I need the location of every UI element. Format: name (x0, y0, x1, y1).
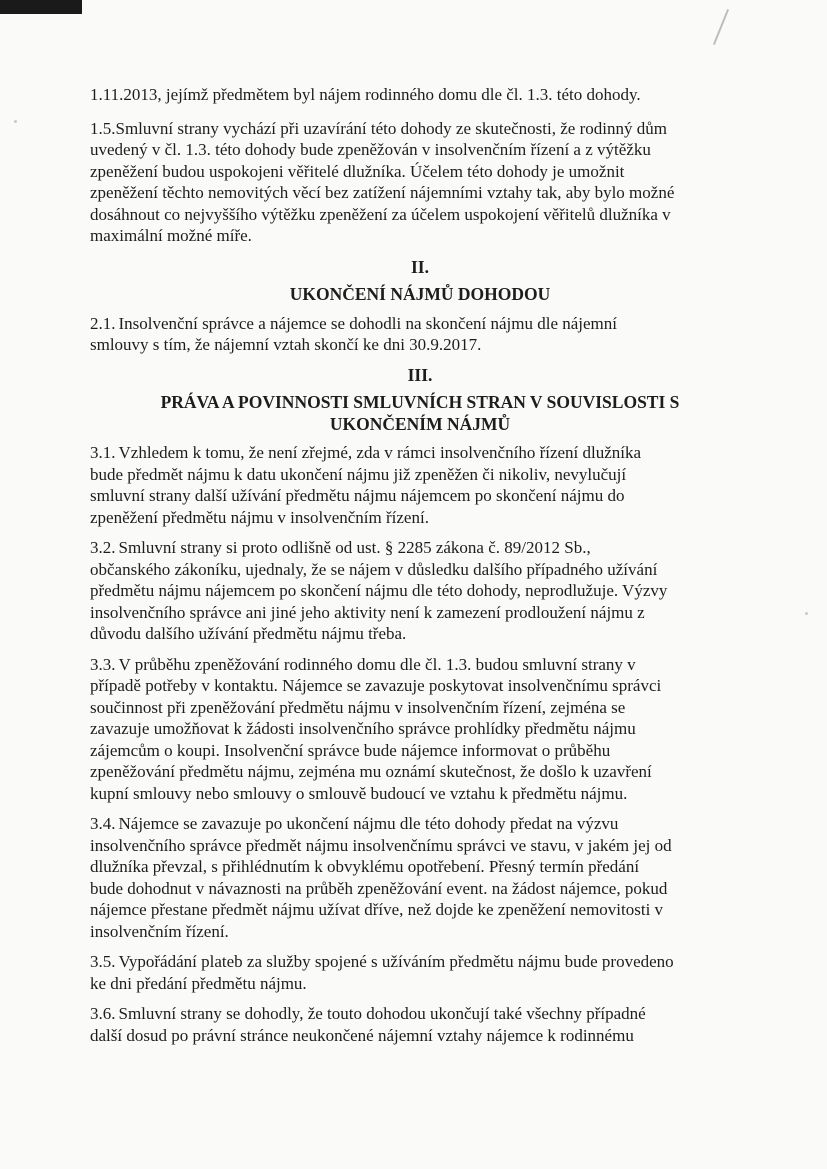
text-fragment: Smluvní strany si proto odlišně od ust. § 2285 zákona č. 89/2012 Sb., (118, 538, 591, 557)
text-line: zájemcům o koupi. Insolvenční správce bude nájemce informovat o průběhu (90, 740, 611, 760)
section-numeral: II. (411, 256, 429, 277)
text-line (90, 442, 750, 464)
text-line: občanského zákoníku, ujednaly, že se nájem v důsledku dalšího případného užívání (90, 559, 658, 579)
text-fragment: Vypořádání plateb za služby spojené s užíváním předmětu nájmu bude provedeno (118, 952, 674, 971)
scan-corner-mark (0, 0, 82, 14)
text-line: důvodu dalšího užívání předmětu nájmu třeba. (90, 624, 407, 643)
text-line: předmětu nájmu nájemcem po skončení nájmu dle této dohody, neprodlužuje. Výzvy (90, 581, 668, 600)
text-line: ke dni předání předmětu nájmu. (90, 973, 307, 993)
paragraph-number: 3.2. (90, 538, 116, 557)
text-fragment: Insolvenční správce a nájemce se dohodli na skončení nájmu dle nájemní (118, 313, 618, 333)
paragraph-3-4 (90, 813, 750, 942)
text-line: zpeněžení těchto nemovitých věcí bez zatížení nájemními vztahy tak, aby bylo možné (90, 183, 675, 202)
text-line: další dosud po právní stránce neukončené nájemní vztahy nájemce k rodinnému (90, 1025, 634, 1045)
section-numeral: III. (407, 364, 433, 385)
paragraph-3-2 (90, 537, 750, 645)
section-title: UKONČENÍ NÁJMŮ DOHODOU (289, 284, 551, 304)
paragraph-number: 3.6. (90, 1004, 116, 1023)
paragraph-3-5 (90, 951, 750, 994)
text-fragment: Vzhledem k tomu, že není zřejmé, zda v rámci insolvenčního řízení dlužníka (118, 443, 642, 462)
text-line: insolvenčního správce ani jiné jeho aktivity není k zamezení prodloužení nájmu z (90, 602, 645, 622)
section-2-heading (90, 257, 750, 306)
paragraph-number: 3.1. (90, 443, 116, 462)
text-line (90, 537, 750, 559)
section-title: UKONČENÍM NÁJMŮ (329, 413, 511, 434)
text-line: smluvní strany další užívání předmětu nájmu nájemcem po skončení nájmu do (90, 486, 625, 505)
text-line: insolvenčním řízení. (90, 921, 229, 941)
text-line: insolvenčního správce předmět nájmu insolvenčnímu správci ve stavu, v jakém jej od (90, 835, 672, 855)
text-line: bude dohodnut v návaznosti na průběh zpeněžování event. na žádost nájemce, pokud (90, 878, 668, 898)
text-line (90, 813, 750, 835)
text-line: nájemce přestane předmět nájmu užívat dříve, než dojde ke zpeněžení nemovitosti v (90, 900, 664, 919)
text-fragment: Smluvní strany vychází při uzavírání této dohody ze skutečnosti, že rodinný dům (115, 118, 667, 138)
text-line: uvedený v čl. 1.3. této dohody bude zpeněžován v insolvenčním řízení a z výtěžku (90, 140, 651, 159)
text-line: dosáhnout co nejvyššího výtěžku zpeněžení za účelem uspokojení věřitelů dlužníka v (90, 204, 671, 224)
paragraph-3-1 (90, 442, 750, 528)
paragraph-2-1 (90, 313, 750, 356)
scan-speck (14, 120, 17, 123)
paragraph-1-5 (90, 118, 750, 247)
text-line: zpeněžení předmětu nájmu v insolvenčním řízení. (90, 507, 429, 527)
text-line (90, 951, 750, 973)
text-line: 1.11.2013, jejímž předmětem byl nájem rodinného domu dle čl. 1.3. této dohody. (90, 85, 641, 104)
paragraph-number: 3.5. (90, 952, 116, 971)
paragraph-number: 3.3. (90, 654, 116, 674)
pen-stroke-mark (713, 9, 729, 45)
text-fragment: Smluvní strany se dohodly, že touto dohodou ukončují také všechny případné (118, 1004, 646, 1023)
paragraph-3-6 (90, 1003, 750, 1046)
text-line (90, 313, 750, 335)
text-line: kupní smlouvy nebo smlouvy o smlouvě budoucí ve vztahu k předmětu nájmu. (90, 783, 628, 803)
text-line (90, 654, 750, 676)
text-line: smlouvy s tím, že nájemní vztah skončí ke dni 30.9.2017. (90, 335, 482, 354)
paragraph-number: 3.4. (90, 814, 116, 833)
paragraph-number: 1.5. (90, 118, 116, 138)
paragraph-number: 2.1. (90, 313, 116, 333)
paragraph-3-3 (90, 654, 750, 805)
text-line: zavazuje umožňovat k žádosti insolvenčního správce prohlídky předmětu nájmu (90, 719, 636, 738)
section-title: PRÁVA A POVINNOSTI SMLUVNÍCH STRAN V SOUVISLOSTI S (160, 392, 680, 412)
intro-paragraph (90, 84, 750, 106)
section-3-heading (90, 365, 750, 436)
text-line: dlužníka převzal, s přihlédnutím k obvyklému opotřebení. Přesný termín předání (90, 857, 640, 876)
text-line: bude předmět nájmu k datu ukončení nájmu již zpeněžen či nikoliv, nevylučují (90, 464, 627, 484)
text-line: případě potřeby v kontaktu. Nájemce se zavazuje poskytovat insolvenčnímu správci (90, 676, 662, 695)
text-line: zpeněžení budou uspokojeni věřitelé dlužníka. Účelem této dohody je umožnit (90, 161, 625, 181)
text-line: zpeněžování předmětu nájmu, zejména mu oznámí skutečnost, že došlo k uzavření (90, 762, 652, 781)
document-body (90, 84, 750, 1055)
scan-speck (805, 612, 808, 615)
text-line (90, 118, 750, 140)
text-fragment: V průběhu zpeněžování rodinného domu dle čl. 1.3. budou smluvní strany v (118, 654, 636, 674)
text-line: maximální možné míře. (90, 226, 252, 245)
text-line (90, 1003, 750, 1025)
text-fragment: Nájemce se zavazuje po ukončení nájmu dle této dohody předat na výzvu (118, 814, 619, 833)
text-line: součinnost při zpeněžování předmětu nájmu v insolvenčním řízení, zejména se (90, 697, 626, 717)
